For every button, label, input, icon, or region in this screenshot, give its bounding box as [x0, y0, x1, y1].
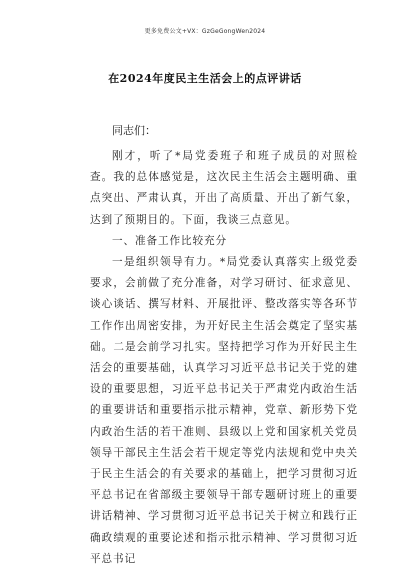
header-note: 更多免费公文+VX：GzGeGongWen2024	[144, 28, 266, 35]
paragraph-opening: 刚才，听了*局党委班子和班子成员的对照检查。我的总体感觉是，这次民主生活会主题明确、重点突出、严肃认真，开出了高质量、开出了新气象，达到了预期目的。下面，我谈三点意见。	[90, 150, 358, 226]
section-heading-1: 一、准备工作比较充分	[112, 234, 227, 247]
document-body	[90, 120, 358, 570]
paragraph-section-1: 一是组织领导有力。*局党委认真落实上级党委要求，会前做了充分准备，对学习研讨、征求意见、谈心谈话、撰写材料、开展批评、整改落实等各环节工作作出周密安排，为开好民主生活会奠定了坚实基础。二是会前学习扎实。坚持把学习作为开好民主生活会的重要基础，认真学习习近平总书记关于党的建设的重要思想，习近平总书记关于严肃党内政治生活的重要讲话和重要指示批示精神，党章、新形势下党内政治生活的若干准则、县级以上党和国家机关党员领导干部民主生活会若干规定等党内法规和党中央关于民主生活会的有关要求的基础上，把学习贯彻习近平总书记在省部级主要领导干部专题研讨班上的重要讲话精神、学习贯彻习近平总书记关于树立和践行正确政绩观的重要论述和指示批示精神、学习贯彻习近平总书记	[90, 256, 358, 565]
document-title: 在2024年度民主生活会上的点评讲话	[108, 72, 302, 85]
salutation: 同志们：	[112, 124, 156, 137]
